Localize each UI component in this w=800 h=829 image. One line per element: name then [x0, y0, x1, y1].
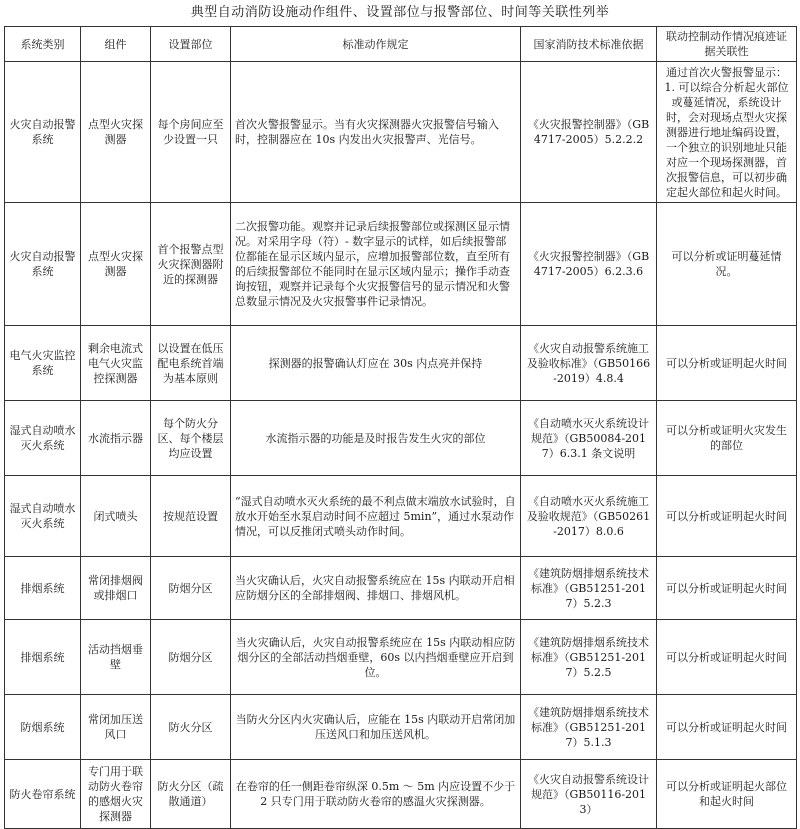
- cell-standard: 《自动喷水灭火系统设计规范》（GB50084-2017）6.3.1 条文说明: [521, 401, 657, 476]
- cell-component: 常闭排烟阀或排烟口: [81, 557, 151, 620]
- header-component: 组件: [81, 27, 151, 62]
- cell-standard: 《自动喷水灭火系统施工及验收规范》（GB50261-2017）8.0.6: [521, 476, 657, 557]
- table-row: [5, 620, 797, 695]
- cell-component: 闭式喷头: [81, 476, 151, 557]
- cell-standard: 《建筑防烟排烟系统技术标准》（GB51251-2017）5.2.3: [521, 557, 657, 620]
- cell-location: 防烟分区: [151, 620, 231, 695]
- cell-action: 当防火分区内火灾确认后，应能在 15s 内联动开启常闭加压送风口和加压送风机。: [231, 695, 521, 760]
- table-row: [5, 476, 797, 557]
- cell-relation: 通过首次火警报警显示：1. 可以综合分析起火部位或蔓延情况，系统设计时，会对现场点型火灾探测器进行地址编码设置，一个独立的识别地址只能对应一个现场探测器，首次报警信息，可以初步确定起火部位和起火时间。: [657, 62, 797, 203]
- cell-action: 当火灾确认后，火灾自动报警系统应在 15s 内联动开启相应防烟分区的全部排烟阀、排烟口、排烟风机。: [231, 557, 521, 620]
- table-row: [5, 62, 797, 203]
- cell-relation: 可以分析或证明起火时间: [657, 476, 797, 557]
- cell-standard: 《火灾报警控制器》（GB4717-2005）6.2.3.6: [521, 203, 657, 326]
- cell-location: 防烟分区: [151, 557, 231, 620]
- cell-component: 点型火灾探测器: [81, 62, 151, 203]
- table-header-row: [5, 27, 797, 62]
- header-location: 设置部位: [151, 27, 231, 62]
- cell-standard: 《建筑防烟排烟系统技术标准》（GB51251-2017）5.2.5: [521, 620, 657, 695]
- cell-action: 在卷帘的任一侧距卷帘纵深 0.5m ～ 5m 内应设置不少于 2 只专门用于联动防火卷帘的感温火灾探测器。: [231, 760, 521, 829]
- cell-relation: 可以分析或证明起火部位和起火时间: [657, 760, 797, 829]
- table-row: [5, 557, 797, 620]
- cell-system: 湿式自动喷水灭火系统: [5, 401, 81, 476]
- cell-relation: 可以分析或证明起火时间: [657, 557, 797, 620]
- cell-action: 探测器的报警确认灯应在 30s 内点亮并保持: [231, 326, 521, 401]
- cell-relation: 可以分析或证明起火时间: [657, 695, 797, 760]
- header-system: 系统类别: [5, 27, 81, 62]
- table-row: [5, 203, 797, 326]
- header-action: 标准动作规定: [231, 27, 521, 62]
- cell-location: 首个报警点型火灾探测器附近的探测器: [151, 203, 231, 326]
- cell-standard: 《建筑防烟排烟系统技术标准》（GB51251-2017）5.1.3: [521, 695, 657, 760]
- cell-system: 防烟系统: [5, 695, 81, 760]
- cell-component: 点型火灾探测器: [81, 203, 151, 326]
- cell-location: 每个防火分区、每个楼层均应设置: [151, 401, 231, 476]
- cell-standard: 《火灾自动报警系统设计规范》（GB50116-2013）: [521, 760, 657, 829]
- cell-system: 湿式自动喷水灭火系统: [5, 476, 81, 557]
- cell-action: 水流指示器的功能是及时报告发生火灾的部位: [231, 401, 521, 476]
- cell-component: 专门用于联动防火卷帘的感烟火灾探测器: [81, 760, 151, 829]
- cell-standard: 《火灾报警控制器》（GB4717-2005）5.2.2.2: [521, 62, 657, 203]
- cell-location: 以设置在低压配电系统首端为基本原则: [151, 326, 231, 401]
- cell-relation: 可以分析或证明蔓延情况。: [657, 203, 797, 326]
- page-title: 典型自动消防设施动作组件、设置部位与报警部位、时间等关联性列举: [190, 5, 610, 20]
- cell-system: 防火卷帘系统: [5, 760, 81, 829]
- cell-location: 防火分区（疏散通道）: [151, 760, 231, 829]
- cell-location: 按规范设置: [151, 476, 231, 557]
- header-relation: 联动控制动作情况痕迹证据关联性: [657, 27, 797, 62]
- cell-system: 排烟系统: [5, 557, 81, 620]
- correlation-table: [4, 26, 797, 829]
- table-row: [5, 695, 797, 760]
- cell-system: 电气火灾监控系统: [5, 326, 81, 401]
- cell-standard: 《火灾自动报警系统施工及验收标准》（GB50166-2019）4.8.4: [521, 326, 657, 401]
- cell-component: 常闭加压送风口: [81, 695, 151, 760]
- table-row: [5, 760, 797, 829]
- cell-action: 当火灾确认后，火灾自动报警系统应在 15s 内联动相应防烟分区的全部活动挡烟垂壁，60s 以内挡烟垂壁应开启到位。: [231, 620, 521, 695]
- cell-component: 水流指示器: [81, 401, 151, 476]
- cell-component: 活动挡烟垂壁: [81, 620, 151, 695]
- table-row: [5, 326, 797, 401]
- cell-relation: 可以分析或证明火灾发生的部位: [657, 401, 797, 476]
- cell-action: 首次火警报警显示。当有火灾探测器火灾报警信号输入时，控制器应在 10s 内发出火灾报警声、光信号。: [231, 62, 521, 203]
- cell-location: 每个房间应至少设置一只: [151, 62, 231, 203]
- cell-action: “湿式自动喷水灭火系统的最不利点做末端放水试验时，自放水开始至水泵启动时间不应超过 5min”，通过水泵动作情况，可以反推闭式喷头动作时间。: [231, 476, 521, 557]
- cell-relation: 可以分析或证明起火时间: [657, 326, 797, 401]
- cell-system: 火灾自动报警系统: [5, 203, 81, 326]
- cell-relation: 可以分析或证明起火时间: [657, 620, 797, 695]
- cell-system: 火灾自动报警系统: [5, 62, 81, 203]
- cell-location: 防火分区: [151, 695, 231, 760]
- table-row: [5, 401, 797, 476]
- cell-system: 排烟系统: [5, 620, 81, 695]
- cell-action: 二次报警功能。观察并记录后续报警部位或探测区显示情况。对采用字母（符）- 数字显示的试样，如后续报警部位都能在显示区域内显示，应增加报警部位数，直至所有的后续报警部位不能同时在显示区域内显示；操作手动查询按钮，观察并记录每个火灾报警信号的显示情况和火警总数显示情况及火灾报警事件记录情况。: [231, 203, 521, 326]
- cell-component: 剩余电流式电气火灾监控探测器: [81, 326, 151, 401]
- header-standard: 国家消防技术标准依据: [521, 27, 657, 62]
